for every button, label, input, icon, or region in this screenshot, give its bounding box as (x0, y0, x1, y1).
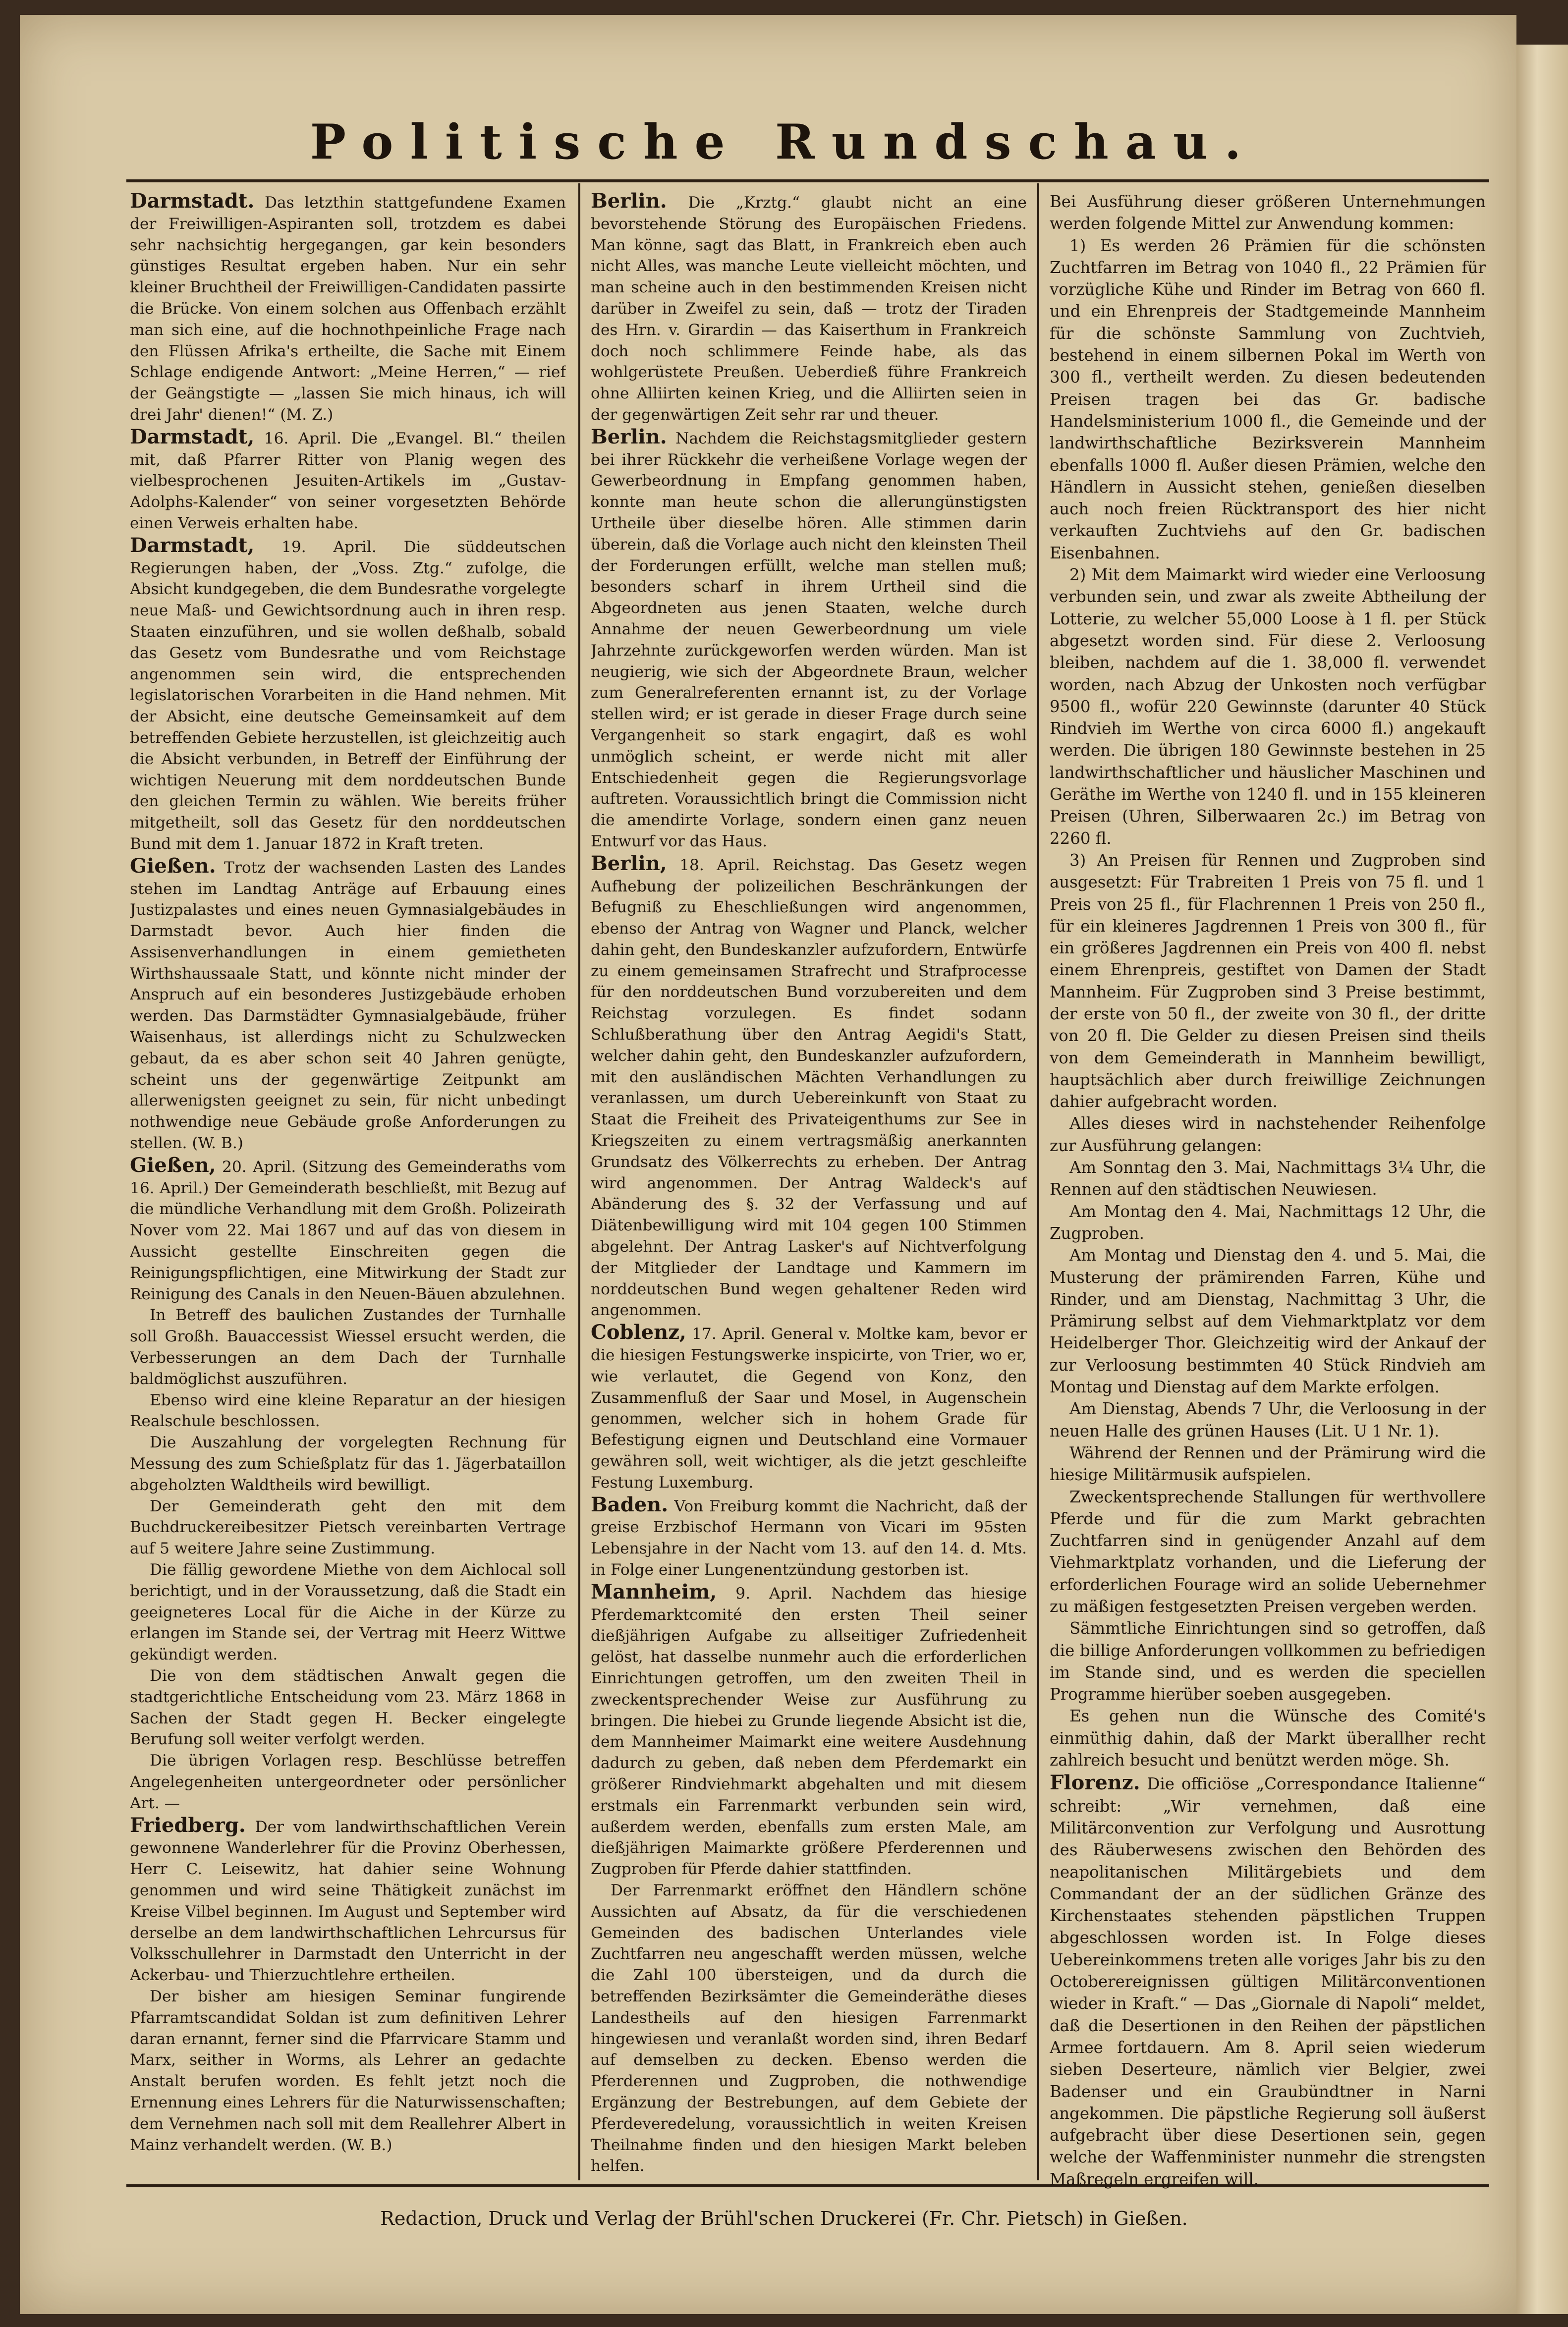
column-divider-1 (578, 183, 580, 2180)
article (130, 191, 566, 426)
article-paragraph (1050, 191, 1486, 235)
article-paragraph (130, 1665, 566, 1750)
paragraph-text: Am Sonntag den 3. Mai, Nachmittags 3¼ Uhr, die Rennen auf den städtischen Neuwiesen. (1050, 1158, 1486, 1199)
paragraph-text: In Betreff des baulichen Zustandes der Turnhalle soll Großh. Bauaccessist Wiessel ersucht werden, die Verbesserungen an dem Dach der Turnhalle baldmöglichst auszuführen. (130, 1306, 566, 1388)
article-paragraph (1050, 1617, 1486, 1705)
article-paragraph (591, 853, 1027, 1322)
article-dateline: Mannheim, (591, 1580, 717, 1604)
column-2 (591, 191, 1027, 2193)
column-divider-2 (1037, 183, 1039, 2180)
article-paragraph (130, 1305, 566, 1389)
paragraph-text: Der Farrenmarkt eröffnet den Händlern schöne Aussichten auf Absatz, da für die verschiedenen Gemeinden des badischen Unterlandes viele Zuchtfarren neu angeschafft werden müssen, welche die Zahl 100 übersteigen, und da durch die betreffenden Bezirksämter die Gemeinderäthe dieses Landestheils auf den hiesigen Farrenmarkt hingewiesen und veranlaßt worden sind, ihren Bedarf auf demselben zu decken. Ebenso werden die Pferderennen und Zugproben, die nothwendige Ergänzung der Bestrebungen, auf dem Gebiete der Pferdeveredelung, voraussichtlich in weiten Kreisen Theilnahme finden und den hiesigen Markt beleben helfen. (591, 1881, 1027, 2175)
article-dateline: Florenz. (1050, 1771, 1140, 1795)
article (130, 856, 566, 1154)
article-dateline: Darmstadt, (130, 533, 255, 557)
paragraph-text: Der Gemeinderath geht den mit dem Buchdruckereibesitzer Pietsch vereinbarten Vertrage auf 5 weitere Jahre seine Zustimmung. (130, 1497, 566, 1558)
paragraph-text: 19. April. Die süddeutschen Regierungen haben, der „Voss. Ztg.“ zufolge, die Absicht kundgegeben, die dem Bundesrathe vorgelegte neue Maß- und Gewichtsordnung auch in ihren resp. Staaten einzuführen, und sie wollen deßhalb, sobald das Gesetz vom Bundesrathe und vom Reichstage angenommen sein wird, die entsprechenden legislatorischen Vorarbeiten in die Hand nehmen. Mit der Absicht, eine deutsche Gemeinsamkeit auf dem betreffenden Gebiete herzustellen, ist gleichzeitig auch die Absicht verbunden, in Betreff der Einführung der wichtigen Neuerung mit dem norddeutschen Bunde den gleichen Termin zu wählen. Wie bereits früher mitgetheilt, soll das Gesetz für den norddeutschen Bund mit dem 1. Januar 1872 in Kraft treten. (130, 538, 566, 853)
article-paragraph (130, 1986, 566, 2156)
article-paragraph (1050, 1398, 1486, 1442)
article-dateline: Berlin. (591, 425, 667, 448)
paragraph-text: 20. April. (Sitzung des Gemeinderaths vom 16. April.) Der Gemeinderath beschließt, mit Bezug auf die mündliche Verhandlung mit dem Großh. Polizeirath Nover vom 22. Mai 1867 und auf das von diesem in Aussicht gestellte Einschreiten gegen die Reinigungspflichtigen, eine Mitwirkung der Stadt zur Reinigung des Canals in den Neuen-Bäuen abzulehnen. (130, 1158, 566, 1303)
article-paragraph (591, 427, 1027, 852)
article-paragraph (130, 1815, 566, 1986)
article (130, 427, 566, 534)
article-paragraph (130, 1432, 566, 1496)
paragraph-text: Am Dienstag, Abends 7 Uhr, die Verloosung in der neuen Halle des grünen Hauses (Lit. U 1 Nr. 1). (1050, 1399, 1486, 1441)
paragraph-text: Der vom landwirthschaftlichen Verein gewonnene Wanderlehrer für die Provinz Oberhessen, Herr C. Leisewitz, hat dahier seine Wohnung genommen und wird seine Thätigkeit zunächst im Kreise Vilbel beginnen. Im August und September wird derselbe an dem landwirthschaftlichen Lehrcursus für Volksschullehrer in Darmstadt den Unterricht in der Ackerbau- und Thierzuchtlehre ertheilen. (130, 1818, 566, 1985)
paragraph-text: Alles dieses wird in nachstehender Reihenfolge zur Ausführung gelangen: (1050, 1114, 1486, 1155)
column-1 (130, 191, 566, 2193)
article (130, 1815, 566, 2156)
article-paragraph (1050, 1244, 1486, 1398)
paragraph-text: Die „Krztg.“ glaubt nicht an eine bevorstehende Störung des Europäischen Friedens. Man könne, sagt das Blatt, in Frankreich eben auch nicht Alles, was manche Leute vielleicht möchten, und man scheine auch in den bestimmenden Kreisen nicht darüber in Zweifel zu sein, daß — trotz der Tiraden des Hrn. v. Girardin — das Kaiserthum in Frankreich doch noch schlimmere Feinde habe, als das wohlgerüstete Preußen. Ueberdieß führe Frankreich ohne Alliirten keinen Krieg, und die Alliirten seien in der gegenwärtigen Zeit sehr rar und theuer. (591, 194, 1027, 424)
column-3 (1050, 191, 1486, 2193)
article-paragraph (591, 191, 1027, 426)
article-paragraph (1050, 1486, 1486, 1618)
article-paragraph (1050, 235, 1486, 564)
paragraph-text: 9. April. Nachdem das hiesige Pferdemarktcomité den ersten Theil seiner dießjährigen Aufgabe zu allseitiger Zufriedenheit gelöst, hat dasselbe nunmehr auch die erforderlichen Einrichtungen getroffen, um den zweiten Theil in zweckentsprechender Weise zur Ausführung zu bringen. Die hiebei zu Grunde liegende Absicht ist die, dem Mannheimer Maimarkt eine weitere Ausdehnung dadurch zu geben, daß neben dem Pferdemarkt ein größerer Rindviehmarkt abgehalten und mit diesem erstmals ein Farrenmarkt verbunden sein wird, außerdem werden, ebenfalls zum ersten Male, am dießjährigen Maimarkte größere Pferderennen und Zugproben für Pferde dahier stattfinden. (591, 1584, 1027, 1879)
paragraph-text: Ebenso wird eine kleine Reparatur an der hiesigen Realschule beschlossen. (130, 1391, 566, 1431)
article-paragraph (1050, 564, 1486, 849)
article-dateline: Berlin. (591, 191, 667, 213)
paragraph-text: Am Montag und Dienstag den 4. und 5. Mai, die Musterung der prämirenden Farren, Kühe und Rinder, und am Dienstag, Nachmittag 3 Uhr, die Prämirung selbst auf dem Viehmarktplatz vor dem Heidelberger Thor. Gleichzeitig wird der Ankauf der zur Verloosung bestimmten 40 Stück Rindvieh am Montag und Dienstag auf dem Markte erfolgen. (1050, 1246, 1486, 1397)
article-dateline: Darmstadt, (130, 425, 255, 448)
article-dateline: Darmstadt. (130, 191, 255, 213)
article-paragraph (591, 1880, 1027, 2177)
paragraph-text: Am Montag den 4. Mai, Nachmittags 12 Uhr, die Zugproben. (1050, 1202, 1486, 1243)
article-dateline: Baden. (591, 1493, 669, 1516)
article-dateline: Gießen. (130, 854, 216, 878)
paragraph-text: 17. April. General v. Moltke kam, bevor er die hiesigen Festungswerke inspicirte, von Trier, wo er, wie verlautet, die Gegend von Konz, den Zusammenfluß der Saar und Mosel, in Augenschein genommen, welcher sich in hohem Grade für Befestigung eignen und Deutschland eine Vormauer gewähren soll, weit wichtiger, als die jetzt geschleifte Festung Luxemburg. (591, 1325, 1027, 1492)
article (591, 853, 1027, 1322)
article-paragraph (1050, 849, 1486, 1113)
article-dateline: Friedberg. (130, 1813, 246, 1837)
article-paragraph (1050, 1112, 1486, 1157)
paragraph-text: Während der Rennen und der Prämirung wird die hiesige Militärmusik aufspielen. (1050, 1443, 1486, 1485)
paragraph-text: Der bisher am hiesigen Seminar fungirende Pfarramtscandidat Soldan ist zum definitiven Lehrer daran ernannt, ferner sind die Pfarrvicare Stamm und Marx, seither in Worms, als Lehrer an gedachte Anstalt berufen worden. Es fehlt jetzt noch die Ernennung eines Lehrers für die Naturwissenschaften; dem Vernehmen nach soll mit dem Reallehrer Albert in Mainz verhandelt werden. (W. B.) (130, 1987, 566, 2154)
paragraph-text: 3) An Preisen für Rennen und Zugproben sind ausgesetzt: Für Trabreiten 1 Preis von 75 fl. und 1 Preis von 25 fl., für Flachrennen 1 Preis von 250 fl., für ein kleineres Jagdrennen 1 Preis von 300 fl., für ein größeres Jagdrennen ein Preis von 400 fl. nebst einem Ehrenpreis, gestiftet von Damen der Stadt Mannheim. Für Zugproben sind 3 Preise bestimmt, der erste von 50 fl., der zweite von 30 fl., der dritte von 20 fl. Die Gelder zu diesen Preisen sind theils von dem Gemeinderath in Mannheim bewilligt, hauptsächlich aber durch freiwillige Zeichnungen dahier aufgebracht worden. (1050, 850, 1486, 1111)
article (591, 1322, 1027, 1493)
article-dateline: Berlin, (591, 851, 667, 875)
paragraph-text: Es gehen nun die Wünsche des Comité's einmüthig dahin, daß der Markt überallher recht zahlreich besucht und benützt werden möge. Sh. (1050, 1707, 1486, 1770)
article (130, 1155, 566, 1814)
article-paragraph (130, 1750, 566, 1814)
article-paragraph (1050, 1201, 1486, 1245)
article-paragraph (1050, 1442, 1486, 1486)
page-edge (1516, 45, 1568, 2314)
title-rule (126, 179, 1489, 182)
paragraph-text: Die von dem städtischen Anwalt gegen die stadtgerichtliche Entscheidung vom 23. März 1868 in Sachen der Stadt gegen H. Becker eingelegte Berufung soll weiter verfolgt werden. (130, 1666, 566, 1749)
paragraph-text: Nachdem die Reichstagsmitglieder gestern bei ihrer Rückkehr die verheißene Vorlage wegen der Gewerbeordnung in Empfang genommen haben, konnte man heute schon die allerungünstigsten Urtheile über dieselbe hören. Alle stimmen darin überein, daß die Vorlage auch nicht den kleinsten Theil der Forderungen erfüllt, welche man stellen muß; besonders scharf in ihrem Urtheil sind die Abgeordneten aus jenen Staaten, welche durch Annahme der neuen Gewerbeordnung um viele Jahrzehnte zurückgeworfen werden würden. Man ist neugierig, wie sich der Abgeordnete Braun, welcher zum Generalreferenten ernannt ist, zu der Vorlage stellen wird; er ist gerade in dieser Frage durch seine Vergangenheit so stark engagirt, daß es wohl unmöglich scheint, er werde nicht mit aller Entschiedenheit gegen die Regierungsvorlage auftreten. Voraussichtlich bringt die Commission nicht die amendirte Vorlage, sondern einen ganz neuen Entwurf vor das Haus. (591, 429, 1027, 850)
article-paragraph (591, 1495, 1027, 1581)
article-paragraph (130, 191, 566, 426)
paragraph-text: Das letzthin stattgefundene Examen der Freiwilligen-Aspiranten soll, trotzdem es dabei sehr nachsichtig hergegangen, gar kein besonders günstiges Resultat ergeben haben. Nur ein sehr kleiner Bruchtheil der Freiwilligen-Candidaten passirte die Brücke. Von einem solchen aus Offenbach erzählt man sich eine, auf die hochnothpeinliche Frage nach den Flüssen Afrika's ertheilte, die Sache mit Einem Schlage endigende Antwort: „Meine Herren,“ — rief der Geängstigte — „lassen Sie mich hinaus, ich will drei Jahr' dienen!“ (M. Z.) (130, 194, 566, 424)
article-paragraph (130, 1155, 566, 1305)
article-paragraph (130, 856, 566, 1154)
article-dateline: Coblenz, (591, 1321, 686, 1344)
paragraph-text: 16. April. Die „Evangel. Bl.“ theilen mit, daß Pfarrer Ritter von Planig wegen des vielbesprochenen Jesuiten-Artikels im „Gustav-Adolphs-Kalender“ von seiner vorgesetzten Behörde einen Verweis erhalten habe. (130, 429, 566, 532)
article-paragraph (130, 535, 566, 855)
paragraph-text: Die Auszahlung der vorgelegten Rechnung für Messung des zum Schießplatz für das 1. Jägerbataillon abgeholzten Waldtheils wird bewilligt. (130, 1434, 566, 1494)
article-paragraph (1050, 1157, 1486, 1201)
paragraph-text: Sämmtliche Einrichtungen sind so getroffen, daß die billige Anforderungen vollkommen zu befriedigen im Stande sind, und es werden die speciellen Programme hierüber soeben ausgegeben. (1050, 1619, 1486, 1704)
article-paragraph (591, 1582, 1027, 1880)
article (591, 427, 1027, 852)
paragraph-text: 1) Es werden 26 Prämien für die schönsten Zuchtfarren im Betrag von 1040 fl., 22 Prämien für vorzügliche Kühe und Rinder im Betrag von 660 fl. und ein Ehrenpreis der Stadtgemeinde Mannheim für die schönste Sammlung von Zuchtvieh, bestehend in einem silbernen Pokal im Werth von 300 fl., vertheilt werden. Zu diesen bedeutenden Preisen tragen bei das Gr. badische Handelsministerium 1000 fl., die Gemeinde und der landwirthschaftliche Bezirksverein Mannheim ebenfalls 1000 fl. Außer diesen Prämien, welche den Händlern in Aussicht stehen, genießen dieselben auch noch freien Rücktransport des hier nicht verkauften Zuchtviehs auf den Gr. badischen Eisenbahnen. (1050, 236, 1486, 562)
article-paragraph (591, 1322, 1027, 1493)
paragraph-text: 18. April. Reichstag. Das Gesetz wegen Aufhebung der polizeilichen Beschränkungen der Befugniß zu Eheschließungen wird angenommen, ebenso der Antrag von Wagner und Planck, welcher dahin geht, den Bundeskanzler aufzufordern, Entwürfe zu einem gemeinsamen Strafrecht und Strafprocesse für den norddeutschen Bund vorzubereiten und dem Reichstag vorzulegen. Es findet sodann Schlußberathung über den Antrag Aegidi's Statt, welcher dahin geht, den Bundeskanzler aufzufordern, mit den ausländischen Mächten Verhandlungen zu veranlassen, um durch Uebereinkunft von Staat zu Staat die Freiheit des Privateigenthums zur See in Kriegszeiten zu einem vertragsmäßig anerkannten Grundsatz des Völkerrechts zu erheben. Der Antrag wird angenommen. Der Antrag Waldeck's auf Abänderung des §. 32 der Verfassung und auf Diätenbewilligung wird mit 104 gegen 100 Stimmen abgelehnt. Der Antrag Lasker's auf Nichtverfolgung der Mitglieder der Landtage und Kammern im norddeutschen Bund wegen gehaltener Reden wird angenommen. (591, 856, 1027, 1320)
paragraph-text: Die fällig gewordene Miethe von dem Aichlocal soll berichtigt, und in der Voraussetzung, daß die Stadt ein geeigneteres Local für die Aiche in der Kürze zu erlangen im Stande sei, der Vertrag mit Heerz Wittwe gekündigt werden. (130, 1561, 566, 1664)
article-paragraph (130, 427, 566, 534)
article-paragraph (130, 1496, 566, 1559)
article-paragraph (130, 1390, 566, 1433)
paragraph-text: Die officiöse „Correspondance Italienne“ schreibt: „Wir vernehmen, daß eine Militärconvention zur Verfolgung und Ausrottung des Räuberwesens zwischen den Behörden des neapolitanischen Militärgebiets und dem Commandant der an der südlichen Gränze des Kirchenstaates stehenden päpstlichen Truppen abgeschlossen worden ist. In Folge dieses Uebereinkommens treten alle voriges Jahr bis zu den Octoberereignissen gültigen Militärconventionen wieder in Kraft.“ — Das „Giornale di Napoli“ meldet, daß die Desertionen in den Reihen der päpstlichen Armee fortdauern. Am 8. April seien wiederum sieben Deserteure, nämlich vier Belgier, zwei Badenser und ein Graubündtner in Narni angekommen. Die päpstliche Regierung soll äußerst aufgebracht über diese Desertionen sein, gegen welche der Waffenminister nunmehr die strengsten Maßregeln ergreifen will. (1050, 1774, 1486, 2189)
article (591, 1582, 1027, 2177)
page-title: Politische Rundschau. (310, 114, 1258, 170)
paragraph-text: Von Freiburg kommt die Nachricht, daß der greise Erzbischof Hermann von Vicari im 95sten Lebensjahre in der Nacht vom 13. auf den 14. d. Mts. in Folge einer Lungenentzündung gestorben ist. (591, 1497, 1027, 1579)
article (1050, 1772, 1486, 2190)
paragraph-text: 2) Mit dem Maimarkt wird wieder eine Verloosung verbunden sein, und zwar als zweite Abtheilung der Lotterie, zu welcher 55,000 Loose à 1 fl. per Stück abgesetzt worden sind. Für diese 2. Verloosung bleiben, nachdem auf die 1. 38,000 fl. verwendet worden, nach Abzug der Unkosten noch verfügbar 9500 fl., wofür 220 Gewinnste (darunter 40 Stück Rindvieh im Werthe von circa 6000 fl.) angekauft werden. Die übrigen 180 Gewinnste bestehen in 25 landwirthschaftlicher und häuslicher Maschinen und Geräthe im Werthe von 1240 fl. und in 155 kleineren Preisen (Uhren, Silberwaaren 2c.) im Betrag von 2260 fl. (1050, 565, 1486, 848)
article-paragraph (1050, 1772, 1486, 2190)
article (130, 535, 566, 855)
paragraph-text: Die übrigen Vorlagen resp. Beschlüsse betreffen Angelegenheiten untergeordneter oder persönlicher Art. — (130, 1752, 566, 1812)
article-paragraph (1050, 1705, 1486, 1771)
imprint-footer: Redaction, Druck und Verlag der Brühl'schen Druckerei (Fr. Chr. Pietsch) in Gießen. (380, 2208, 1188, 2229)
article (591, 1495, 1027, 1581)
article-paragraph (130, 1559, 566, 1665)
article (1050, 191, 1486, 1771)
article (591, 191, 1027, 426)
article-dateline: Gießen, (130, 1153, 216, 1177)
paragraph-text: Trotz der wachsenden Lasten des Landes stehen im Landtag Anträge auf Erbauung eines Justizpalastes und eines neuen Gymnasialgebäudes in Darmstadt bevor. Auch hier finden die Assisenverhandlungen in einem gemietheten Wirthshaussaale Statt, und könnte nicht minder der Anspruch auf ein besonderes Justizgebäude erhoben werden. Das Darmstädter Gymnasialgebäude, früher Waisenhaus, ist allerdings nicht zu Schulzwecken gebaut, da es aber schon seit 40 Jahren genügte, scheint uns der gegenwärtige Zeitpunkt am allerwenigsten geeignet zu sein, für nicht unbedingt nothwendige neue Gebäude große Anforderungen zu stellen. (W. B.) (130, 858, 566, 1153)
paragraph-text: Bei Ausführung dieser größeren Unternehmungen werden folgende Mittel zur Anwendung kommen: (1050, 192, 1486, 233)
paragraph-text: Zweckentsprechende Stallungen für werthvollere Pferde und für die zum Markt gebrachten Zuchtfarren sind in genügender Anzahl auf dem Viehmarktplatz vorhanden, und die Lieferung der erforderlichen Fourage wird an solide Uebernehmer zu mäßigen festgesetzten Preisen vergeben werden. (1050, 1487, 1486, 1616)
